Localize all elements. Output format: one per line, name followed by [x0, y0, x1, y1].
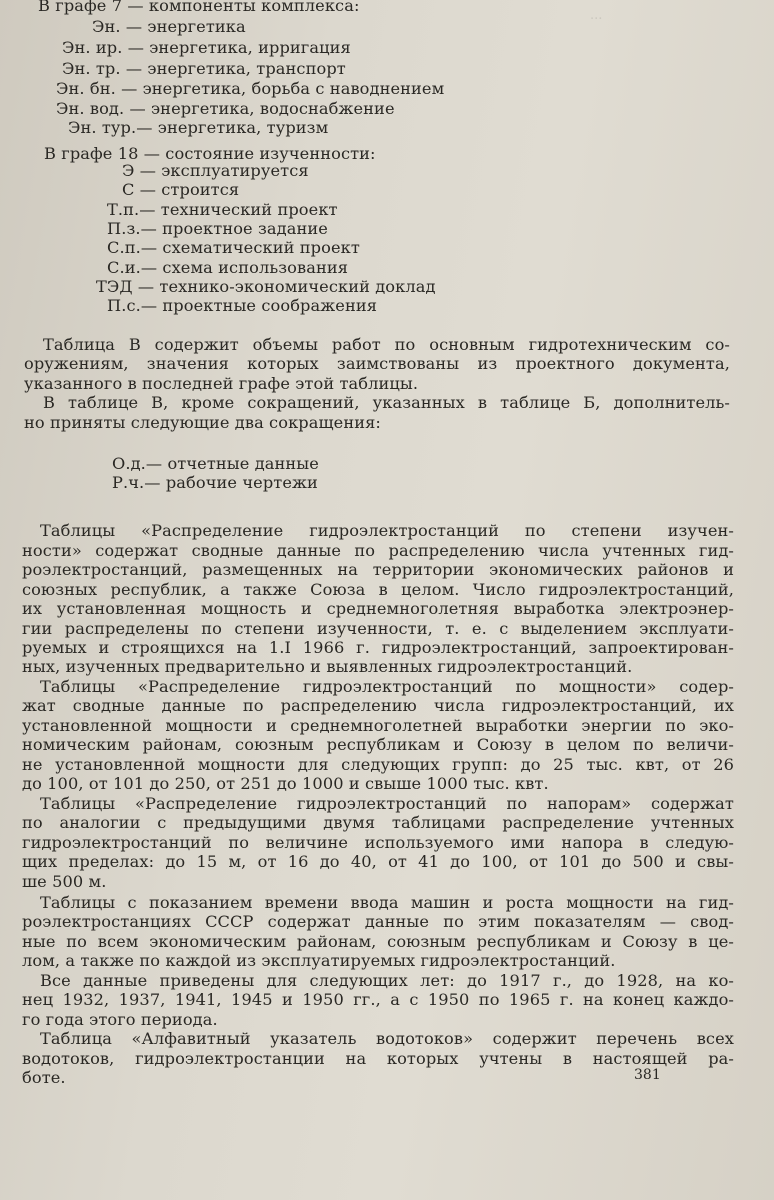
block1-title: В графе 7 — компоненты комплекса: [38, 0, 360, 15]
para3-line: Таблицы «Распределение гидроэлектростанций по степени изучен- [40, 521, 734, 540]
block1-item: Эн. вод. — энергетика, водоснабжение [56, 99, 395, 118]
block3-item: О.д.— отчетные данные [112, 454, 319, 473]
block1-item: Эн. — энергетика [92, 17, 246, 36]
para3-line: ности» содержат сводные данные по распределению числа учтенных гид- [22, 541, 734, 560]
para5-line: Таблицы «Распределение гидроэлектростанций по напорам» содержат [40, 794, 734, 813]
para4-line: номическим районам, союзным республикам и Союзу в целом по величи- [22, 735, 734, 754]
para4-line: установленной мощности и среднемноголетней выработки энергии по эко- [22, 716, 734, 735]
block2-item: П.с.— проектные соображения [107, 296, 378, 315]
block2-item: С — строится [122, 180, 240, 199]
para6-line: Таблицы с показанием времени ввода машин и роста мощности на гид- [40, 893, 734, 912]
para7-line: го года этого периода. [22, 1010, 218, 1029]
block2-item: П.з.— проектное задание [107, 219, 328, 238]
para3-line: руемых и строящихся на 1.I 1966 г. гидроэлектростанций, запроектирован- [22, 638, 734, 657]
para3-line: гии распределены по степени изученности, т. е. с выделением эксплуати- [22, 619, 734, 638]
para3-line: ных, изученных предварительно и выявленных гидроэлектростанций. [22, 657, 633, 676]
para5-line: гидроэлектростанций по величине используемого ими напора в следую- [22, 833, 734, 852]
block2-item: ТЭД — технико-экономический доклад [96, 277, 436, 296]
para5-line: по аналогии с предыдущими двумя таблицами распределение учтенных [22, 813, 734, 832]
para3-line: роэлектростанций, размещенных на территории экономических районов и [22, 560, 734, 579]
para1-line: оружениям, значения которых заимствованы из проектного документа, [24, 354, 730, 373]
para8-line: боте. [22, 1068, 66, 1087]
para2-line: В таблице В, кроме сокращений, указанных в таблице Б, дополнитель- [43, 393, 730, 412]
para3-line: их установленная мощность и среднемноголетняя выработка электроэнер- [22, 599, 734, 618]
para6-line: роэлектростанциях СССР содержат данные по этим показателям — свод- [22, 912, 734, 931]
para8-line: Таблица «Алфавитный указатель водотоков» содержит перечень всех [40, 1029, 734, 1048]
block3-item: Р.ч.— рабочие чертежи [112, 473, 318, 492]
para7-line: нец 1932, 1937, 1941, 1945 и 1950 гг., а с 1950 по 1965 г. на конец каждо- [22, 990, 734, 1009]
block1-item: Эн. бн. — энергетика, борьба с наводнением [56, 79, 445, 98]
para4-line: не установленной мощности для следующих групп: до 25 тыс. квт, от 26 [22, 755, 734, 774]
para6-line: лом, а также по каждой из эксплуатируемых гидроэлектростанций. [22, 951, 616, 970]
block2-item: С.и.— схема использования [107, 258, 349, 277]
block1-item: Эн. тур.— энергетика, туризм [68, 118, 329, 137]
para1-line: Таблица В содержит объемы работ по основным гидротехническим со- [43, 335, 730, 354]
para3-line: союзных республик, а также Союза в целом. Число гидроэлектростанций, [22, 580, 734, 599]
block2-title: В графе 18 — состояние изученности: [44, 144, 376, 163]
para7-line: Все данные приведены для следующих лет: до 1917 г., до 1928, на ко- [40, 971, 734, 990]
para5-line: щих пределах: до 15 м, от 16 до 40, от 41 до 100, от 101 до 500 и свы- [22, 852, 734, 871]
block2-item: Э — эксплуатируется [122, 161, 309, 180]
para4-line: до 100, от 101 до 250, от 251 до 1000 и свыше 1000 тыс. квт. [22, 774, 549, 793]
block1-item: Эн. тр. — энергетика, транспорт [62, 59, 346, 78]
para5-line: ше 500 м. [22, 872, 107, 891]
block2-item: С.п.— схематический проект [107, 238, 360, 257]
para8-line: водотоков, гидроэлектростанции на которых учтены в настоящей ра- [22, 1049, 734, 1068]
block1-item: Эн. ир. — энергетика, ирригация [62, 38, 351, 57]
para4-line: Таблицы «Распределение гидроэлектростанций по мощности» содер- [40, 677, 734, 696]
para6-line: ные по всем экономическим районам, союзным республикам и Союзу в це- [22, 932, 734, 951]
page-number: 381 [634, 1067, 661, 1083]
para2-line: но приняты следующие два сокращения: [24, 413, 381, 432]
para1-line: указанного в последней графе этой таблицы. [24, 374, 419, 393]
block2-item: Т.п.— технический проект [107, 200, 338, 219]
para4-line: жат сводные данные по распределению числа гидроэлектростанций, их [22, 696, 734, 715]
bleed-through: ... [590, 8, 603, 23]
